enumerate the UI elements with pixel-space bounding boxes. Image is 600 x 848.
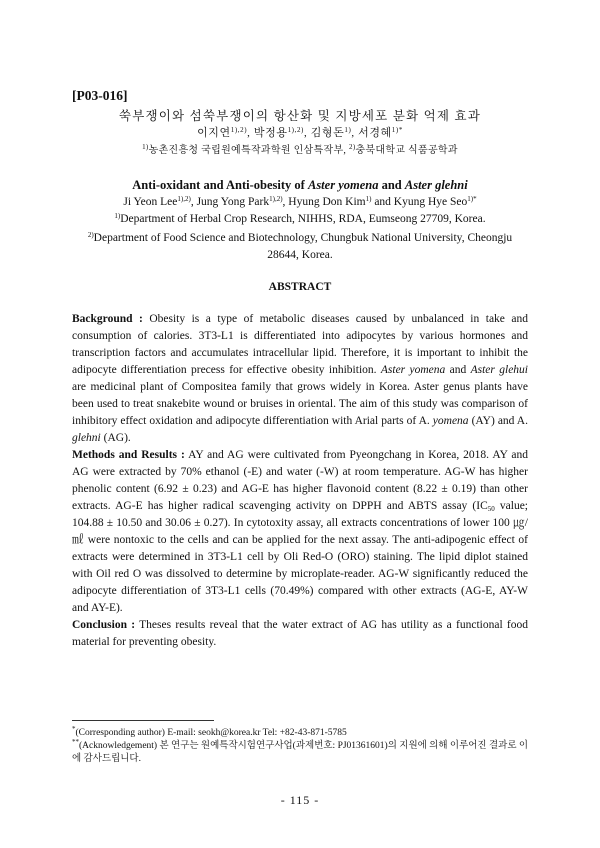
poster-code: [P03-016] xyxy=(72,88,128,103)
background-label: Background : xyxy=(72,313,143,325)
footnote-acknowledgement: **(Acknowledgement) 본 연구는 원예특작시험연구사업(과제번호: PJ01361601)의 지원에 의해 이루어진 결과로 이에 감사드립니다. xyxy=(72,738,529,764)
author-4: Kyung Hye Seo xyxy=(393,196,468,208)
footnote-divider xyxy=(72,720,214,721)
affiliation-2: $^{2)}$Department of Food Science and Biotechnology, Chungbuk National University, Cheongju 28644, Korea. xyxy=(87,231,513,261)
english-authors: Ji Yeon Lee$^{1),2)}$, Jung Yong Park$^{1),2)}$, Hyung Don Kim$^{1)}$ and Kyung Hye Seo$^{1)*}$ xyxy=(123,195,477,208)
page-number: - 115 - xyxy=(280,793,320,807)
methods-paragraph: Methods and Results : AY and AG were cultivated from Pyeongchang in Korea, 2018. AY and AG were extracted by 70% ethanol (-E) and water (-W) at room temperature. AG-W has higher phenolic content (6.92 ± 0.23) and AG-E has higher flavonoid content (8.22 ± 0.19) than other extracts. AG-E has higher radical scavenging activity on DPPH and ABTS assay ($IC_{50}$ value; 104.88 ± 10.50 and 30.06 ± 0.27). In cytotoxity assay, all extracts concentrations of lower 100 ㎍/㎖ were nontoxic to the cells and can be applied for the next assay. The anti-adipogenic effect of extracts were determined in 3T3-L1 cell by Oli Red-O (ORO) staining. The lipid diplot stained with Oil red O was dissolved to determine by microplate-reader. AG-W significantly reduced the adipocyte differentiation of 3T3-L1 cells (70.49%) compared with other extracts (AG-E, AY-W and AY-E). xyxy=(72,449,528,614)
species-name: Aster glehni xyxy=(404,178,468,192)
conclusion-label: Conclusion : xyxy=(72,619,136,631)
korean-authors: 이지연$^{1),2)}$, 박정용$^{1),2)}$, 김형돈$^{1)}$, 서경혜$^{1)*}$ xyxy=(197,126,403,139)
abstract-body xyxy=(72,311,528,651)
abstract-heading: ABSTRACT xyxy=(268,281,332,293)
background-paragraph: Background : Obesity is a type of metabolic diseases caused by unbalanced in take and consumption of calories. 3T3-L1 is differentiated into adipocytes by various hormones and transcription factors and accumulates intracellular lipid. Therefore, it is important to inhibit the adipocyte differentiation precess for effective obesity inhibition. Aster yomena and Aster glehui are medicinal plant of Compositea family that grows widely in Korea. Aster genus plants have been used to treat snakebite wound or bruises in oriental. The aim of this study was comparison of inhibitory effect oxidation and adipocyte differentiation with Arial parts of A. yomena (AY) and A. glehni (AG). xyxy=(72,313,528,444)
author-3: Hyung Don Kim xyxy=(288,196,366,208)
kr-author-3: 김형돈 xyxy=(310,127,345,139)
author-2: Jung Yong Park xyxy=(196,196,270,208)
kr-author-4: 서경혜 xyxy=(358,127,392,139)
author-1: Ji Yeon Lee xyxy=(123,196,178,208)
affiliation-1: $^{1)}$Department of Herbal Crop Research, NIHHS, RDA, Eumseong 27709, Korea. xyxy=(114,212,486,225)
footnote-corresponding: *(Corresponding author) E-mail: seokh@korea.kr Tel: +82-43-871-5785 xyxy=(72,725,347,738)
kr-author-2: 박정용 xyxy=(253,127,288,139)
kr-author-1: 이지연 xyxy=(197,127,231,139)
conclusion-paragraph: Conclusion : Theses results reveal that the water extract of AG has utility as a functional food material for preventing obesity. xyxy=(72,619,528,648)
methods-label: Methods and Results : xyxy=(72,449,185,461)
species-name: Aster yomena xyxy=(307,178,379,192)
korean-title: 쑥부쟁이와 섬쑥부쟁이의 항산화 및 지방세포 분화 억제 효과 xyxy=(118,109,482,123)
english-title: Anti-oxidant and Anti-obesity of Aster yomena and Aster glehni xyxy=(132,178,468,192)
korean-affiliations: $^{1)}$농촌진흥청 국립원예특작과학원 인삼특작부, $^{2)}$충북대학교 식품공학과 xyxy=(142,143,458,156)
